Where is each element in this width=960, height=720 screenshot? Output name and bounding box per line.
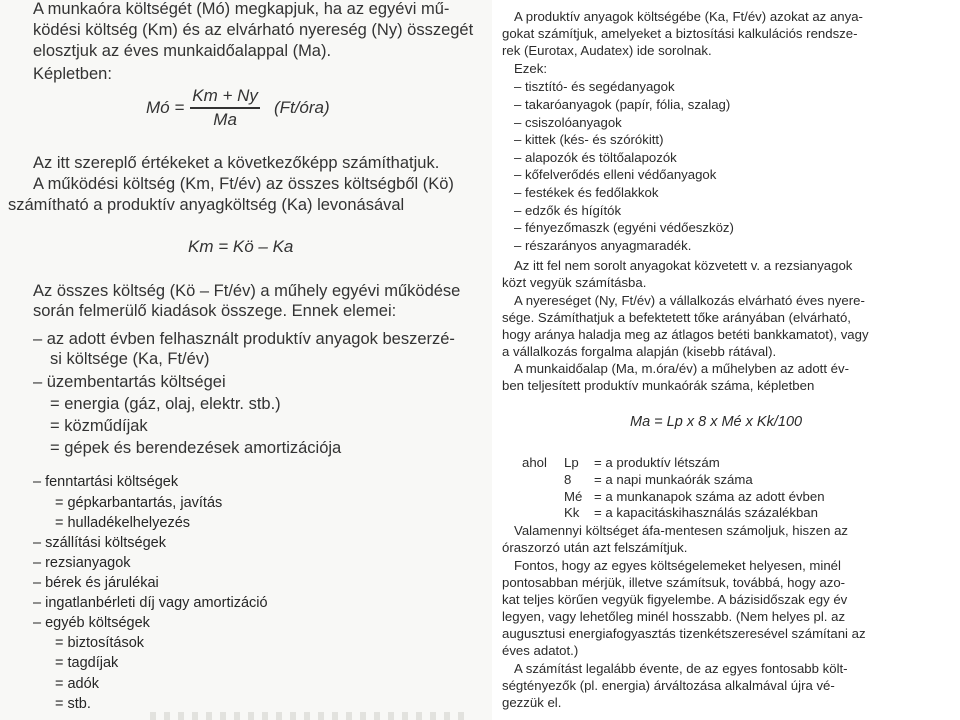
text-line: Képletben: (33, 65, 112, 83)
list-item: – festékek és fedőlakkok (514, 185, 659, 200)
list-item: – ingatlanbérleti díj vagy amortizáció (33, 595, 268, 611)
formula-munkaidoalap: Ma = Lp x 8 x Mé x Kk/100 (630, 414, 803, 430)
list-item: = biztosítások (55, 635, 145, 651)
fraction-numerator: Km + Ny (192, 86, 258, 105)
formula-lhs: Mó = (146, 97, 185, 117)
text-line: A működési költség (Km, Ft/év) az összes költségből (Kö) (33, 175, 454, 193)
text-line: hogy aránya haladja meg az átlagos betéti bankkamatot), vagy (502, 327, 869, 342)
text-line: legyen, vagy lehetőleg minél hosszabb. (Nem helyes pl. az (502, 609, 846, 624)
legend-text: = a napi munkaórák száma (594, 472, 753, 487)
list-item: – szállítási költségek (33, 535, 166, 551)
list-item: – kőfelverődés elleni védőanyagok (514, 167, 717, 182)
legend-text: = a kapacitáskihasználás százalékban (594, 505, 818, 520)
text-line: Az itt fel nem sorolt anyagokat közvetett v. a rezsianyagok (514, 258, 853, 273)
list-item: – az adott évben felhasznált produktív anyagok beszerzé- (33, 330, 455, 348)
list-item: – tisztító- és segédanyagok (514, 79, 675, 94)
formula-munkaora (146, 86, 330, 130)
legend-symbol: Mé (564, 489, 583, 504)
scan-artifact (150, 712, 470, 720)
list-item: – fenntartási költségek (33, 474, 179, 490)
list-item: = tagdíjak (55, 655, 119, 671)
list-item: – takaróanyagok (papír, fólia, szalag) (514, 97, 731, 112)
text-line: kat teljes körűen vegyük figyelembe. A bázisidőszak egy év (502, 592, 848, 607)
list-item: = hulladékelhelyezés (55, 515, 191, 531)
text-line: augusztusi energiafogyasztás tizenkétszeresével számítani az (502, 626, 866, 641)
legend-text: = a munkanapok száma az adott évben (594, 489, 825, 504)
list-item: = energia (gáz, olaj, elektr. stb.) (50, 395, 281, 413)
text-line: számítható a produktív anyagköltség (Ka) levonásával (8, 196, 405, 214)
text-line: közt vegyük számításba. (502, 275, 647, 290)
text-line: A nyereséget (Ny, Ft/év) a vállalkozás elvárható éves nyere- (514, 293, 865, 308)
list-item: – részarányos anyagmaradék. (514, 238, 692, 253)
list-item: = stb. (55, 696, 91, 712)
formula-unit: (Ft/óra) (273, 97, 330, 117)
legend-symbol: Lp (564, 455, 579, 470)
legend-symbol: 8 (564, 472, 572, 487)
list-item: – fényezőmaszk (egyéni védőeszköz) (514, 220, 734, 235)
legend-prefix: ahol (522, 455, 547, 470)
text-line: ködési költség (Km) és az elvárható nyereség (Ny) összegét (33, 21, 474, 39)
text-line: Ezek: (514, 61, 547, 76)
text-line: A számítást legalább évente, de az egyes fontosabb költ- (514, 661, 848, 676)
text-line: éves adatot.) (502, 643, 579, 658)
text-line: pontosabban mérjük, illetve számítsuk, továbbá, hogy azo- (502, 575, 846, 590)
text-line: sége. Számíthatjuk a befektetett tőke arányában (elvárható, (502, 310, 851, 325)
text-line: gezzük el. (502, 695, 562, 710)
text-line: Valamennyi költséget áfa-mentesen számoljuk, hiszen az (514, 523, 849, 538)
list-item: – kittek (kés- és szórókitt) (514, 132, 664, 147)
text-line: óraszorzó után azt felszámítjuk. (502, 540, 688, 555)
text-line: Az itt szereplő értékeket a következőképp számíthatjuk. (33, 154, 440, 172)
list-item: = közműdíjak (50, 417, 148, 435)
text-line: A munkaóra költségét (Mó) megkapjuk, ha az egyévi mű- (33, 0, 450, 18)
right-column (492, 0, 960, 720)
text-line: Az összes költség (Kö – Ft/év) a műhely egyévi működése (33, 282, 461, 300)
legend-symbol: Kk (564, 505, 580, 520)
text-line: A munkaidőalap (Ma, m.óra/év) a műhelyben az adott év- (514, 361, 849, 376)
list-item: = adók (55, 676, 99, 692)
text-line: ben teljesített produktív munkaórák száma, képletben (502, 378, 815, 393)
text-line: Fontos, hogy az egyes költségelemeket helyesen, minél (514, 558, 841, 573)
text-line: A produktív anyagok költségébe (Ka, Ft/év) azokat az anya- (514, 9, 863, 24)
text-line: rek (Eurotax, Audatex) ide sorolnak. (502, 43, 712, 58)
text-line: során felmerülő kiadások összege. Ennek elemei: (33, 302, 397, 320)
text-line: elosztjuk az éves munkaidőalappal (Ma). (33, 42, 332, 60)
fraction-denominator: Ma (213, 109, 237, 129)
legend-text: = a produktív létszám (594, 455, 720, 470)
list-item: – csiszolóanyagok (514, 115, 622, 130)
formula-mukodesi-koltseg: Km = Kö – Ka (188, 237, 294, 256)
text-line: ségtényezők (pl. energia) árváltozása alkalmával újra vé- (502, 678, 835, 693)
list-item: – egyéb költségek (33, 615, 150, 631)
list-item: – üzembentartás költségei (33, 373, 226, 391)
fraction (190, 86, 260, 130)
list-item: = gépek és berendezések amortizációja (50, 439, 342, 457)
list-item: – alapozók és töltőalapozók (514, 150, 677, 165)
list-item: – bérek és járulékai (33, 575, 159, 591)
list-item: – edzők és hígítók (514, 203, 622, 218)
text-line: gokat számítjuk, amelyeket a biztosítási kalkulációs rendsze- (502, 26, 858, 41)
list-item: si költsége (Ka, Ft/év) (50, 350, 210, 368)
list-item: – rezsianyagok (33, 555, 131, 571)
text-line: a vállalkozás forgalma alapján (kisebb rátával). (502, 344, 777, 359)
list-item: = gépkarbantartás, javítás (55, 495, 223, 511)
